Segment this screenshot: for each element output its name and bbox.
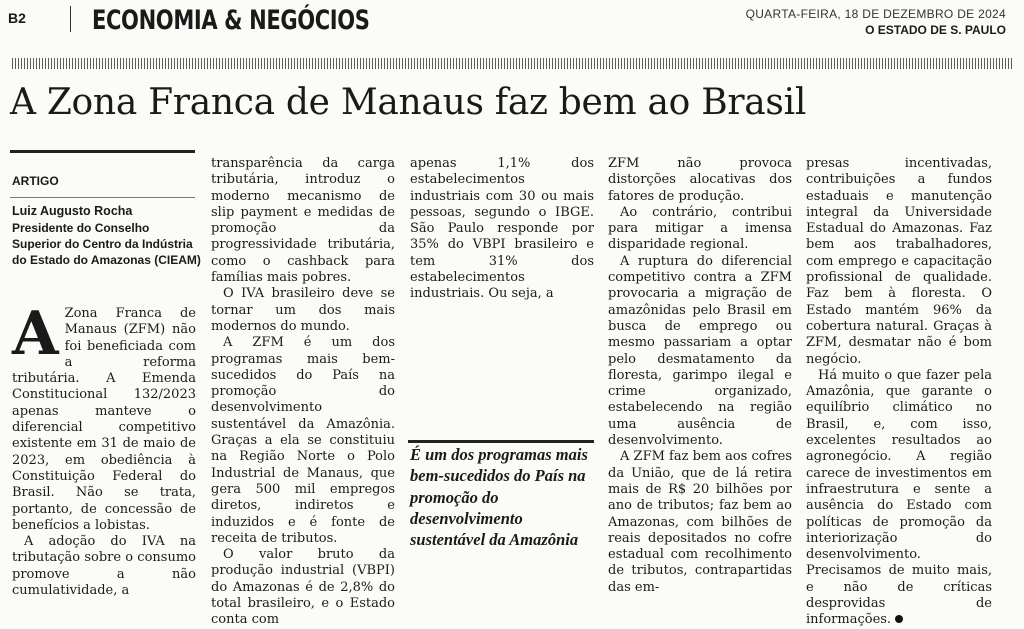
article-column-3 — [410, 156, 594, 303]
date-line: QUARTA-FEIRA, 18 DE DEZEMBRO DE 2024 — [745, 7, 1006, 21]
hatched-rule — [12, 58, 1014, 69]
headline: A Zona Franca de Manaus faz bem ao Brasil — [10, 82, 807, 123]
pullquote-rule — [408, 440, 594, 443]
article-column-1 — [12, 299, 196, 599]
paragraph-text: Há muito o que fazer pela Amazônia, que garante o equilíbrio climático no Brasil, e, com isso, excelentes resultados ao agronegócio. A região carece de investimentos em infraestrutura e sente a ausência do Estado com políticas de promoção da interiorização do desenvolvimento. Precisamos de muito mais, e não de críticas desprovidas de informações. — [806, 367, 992, 628]
page-number: B2 — [8, 10, 26, 26]
paragraph — [12, 299, 196, 534]
paragraph: O IVA brasileiro deve se tornar um dos mais modernos do mundo. — [211, 286, 395, 334]
pullquote: É um dos programas mais bem-sucedidos do País na promoção do desenvolvimento sustentável da Amazônia — [410, 445, 588, 550]
drop-cap: A — [12, 299, 59, 369]
paragraph: apenas 1,1% dos estabelecimentos industriais com 30 ou mais pessoas, segundo o IBGE. São Paulo responde por 35% do VBPI brasileiro e tem 31% dos estabelecimentos industriais. Ou seja, a — [410, 156, 594, 302]
kicker: ARTIGO — [12, 174, 59, 188]
newspaper-name: O ESTADO DE S. PAULO — [865, 23, 1006, 37]
paragraph: A adoção do IVA na tributação sobre o consumo promove a não cumulatividade, a — [12, 534, 196, 599]
paragraph: transparência da carga tributária, introduz o moderno mecanismo de slip payment e medidas de promoção da progressividade tributária, como o cashback para famílias mais pobres. — [211, 156, 395, 286]
paragraph: O valor bruto da produção industrial (VBPI) do Amazonas é de 2,8% do total brasileiro, e o Estado conta com — [211, 547, 395, 628]
header-divider — [70, 6, 71, 32]
author-role: Presidente do Conselho Superior do Centro da Indústria do Estado do Amazonas (CIEAM) — [12, 221, 201, 267]
author-name: Luiz Augusto Rocha — [12, 204, 133, 218]
paragraph: ZFM não provoca distorções alocativas dos fatores de produção. — [608, 156, 792, 204]
kicker-rule — [10, 197, 195, 198]
paragraph: A ZFM é um dos programas mais bem-sucedidos do País na promoção do desenvolvimento sustentável da Amazônia. Graças a ela se constituiu na Região Norte o Polo Industrial de Manaus, que gera 500 mil empregos diretos, indiretos e induzidos e é fonte de receita de tributos. — [211, 335, 395, 546]
article-column-2 — [211, 156, 395, 629]
paragraph-text: Zona Franca de Manaus (ZFM) não foi beneficiada com a reforma tributária. A Emenda Constitucional 132/2023 apenas manteve o diferencial competitivo existente em 31 de maio de 2023, em obediência à Constituição Federal do Brasil. Não se trata, portanto, de concessão de benefícios a lobistas. — [12, 306, 196, 533]
paragraph: presas incentivadas, contribuições a fundos estaduais e manutenção integral da Universidade Estadual do Amazonas. Faz bem aos trabalhadores, com emprego e capacitação profissional de qualidade. Faz bem à floresta. O Estado mantém 96% da cobertura natural. Graças à ZFM, desmatar não é bom negócio. — [806, 156, 992, 367]
end-mark-icon — [895, 615, 903, 623]
paragraph — [806, 368, 992, 629]
article-column-5 — [806, 156, 992, 629]
paragraph: A ZFM faz bem aos cofres da União, que de lá retira mais de R$ 20 bilhões por ano de tributos; faz bem ao Amazonas, com bilhões de reais depositados no cofre estadual com recolhimento de tributos, contrapartidas das em- — [608, 449, 792, 595]
article-column-4 — [608, 156, 792, 596]
paragraph: Ao contrário, contribui para mitigar a imensa disparidade regional. — [608, 204, 792, 253]
section-title: ECONOMIA & NEGÓCIOS — [92, 5, 370, 36]
paragraph: A ruptura do diferencial competitivo contra a ZFM provocaria a migração de amazônidas pelo Brasil em busca de emprego ou mesmo passariam a optar pelo desmatamento da floresta, garimpo ilegal e crime organizado, estabelecendo na região uma ausência de desenvolvimento. — [608, 253, 792, 449]
byline-top-rule — [10, 150, 195, 153]
